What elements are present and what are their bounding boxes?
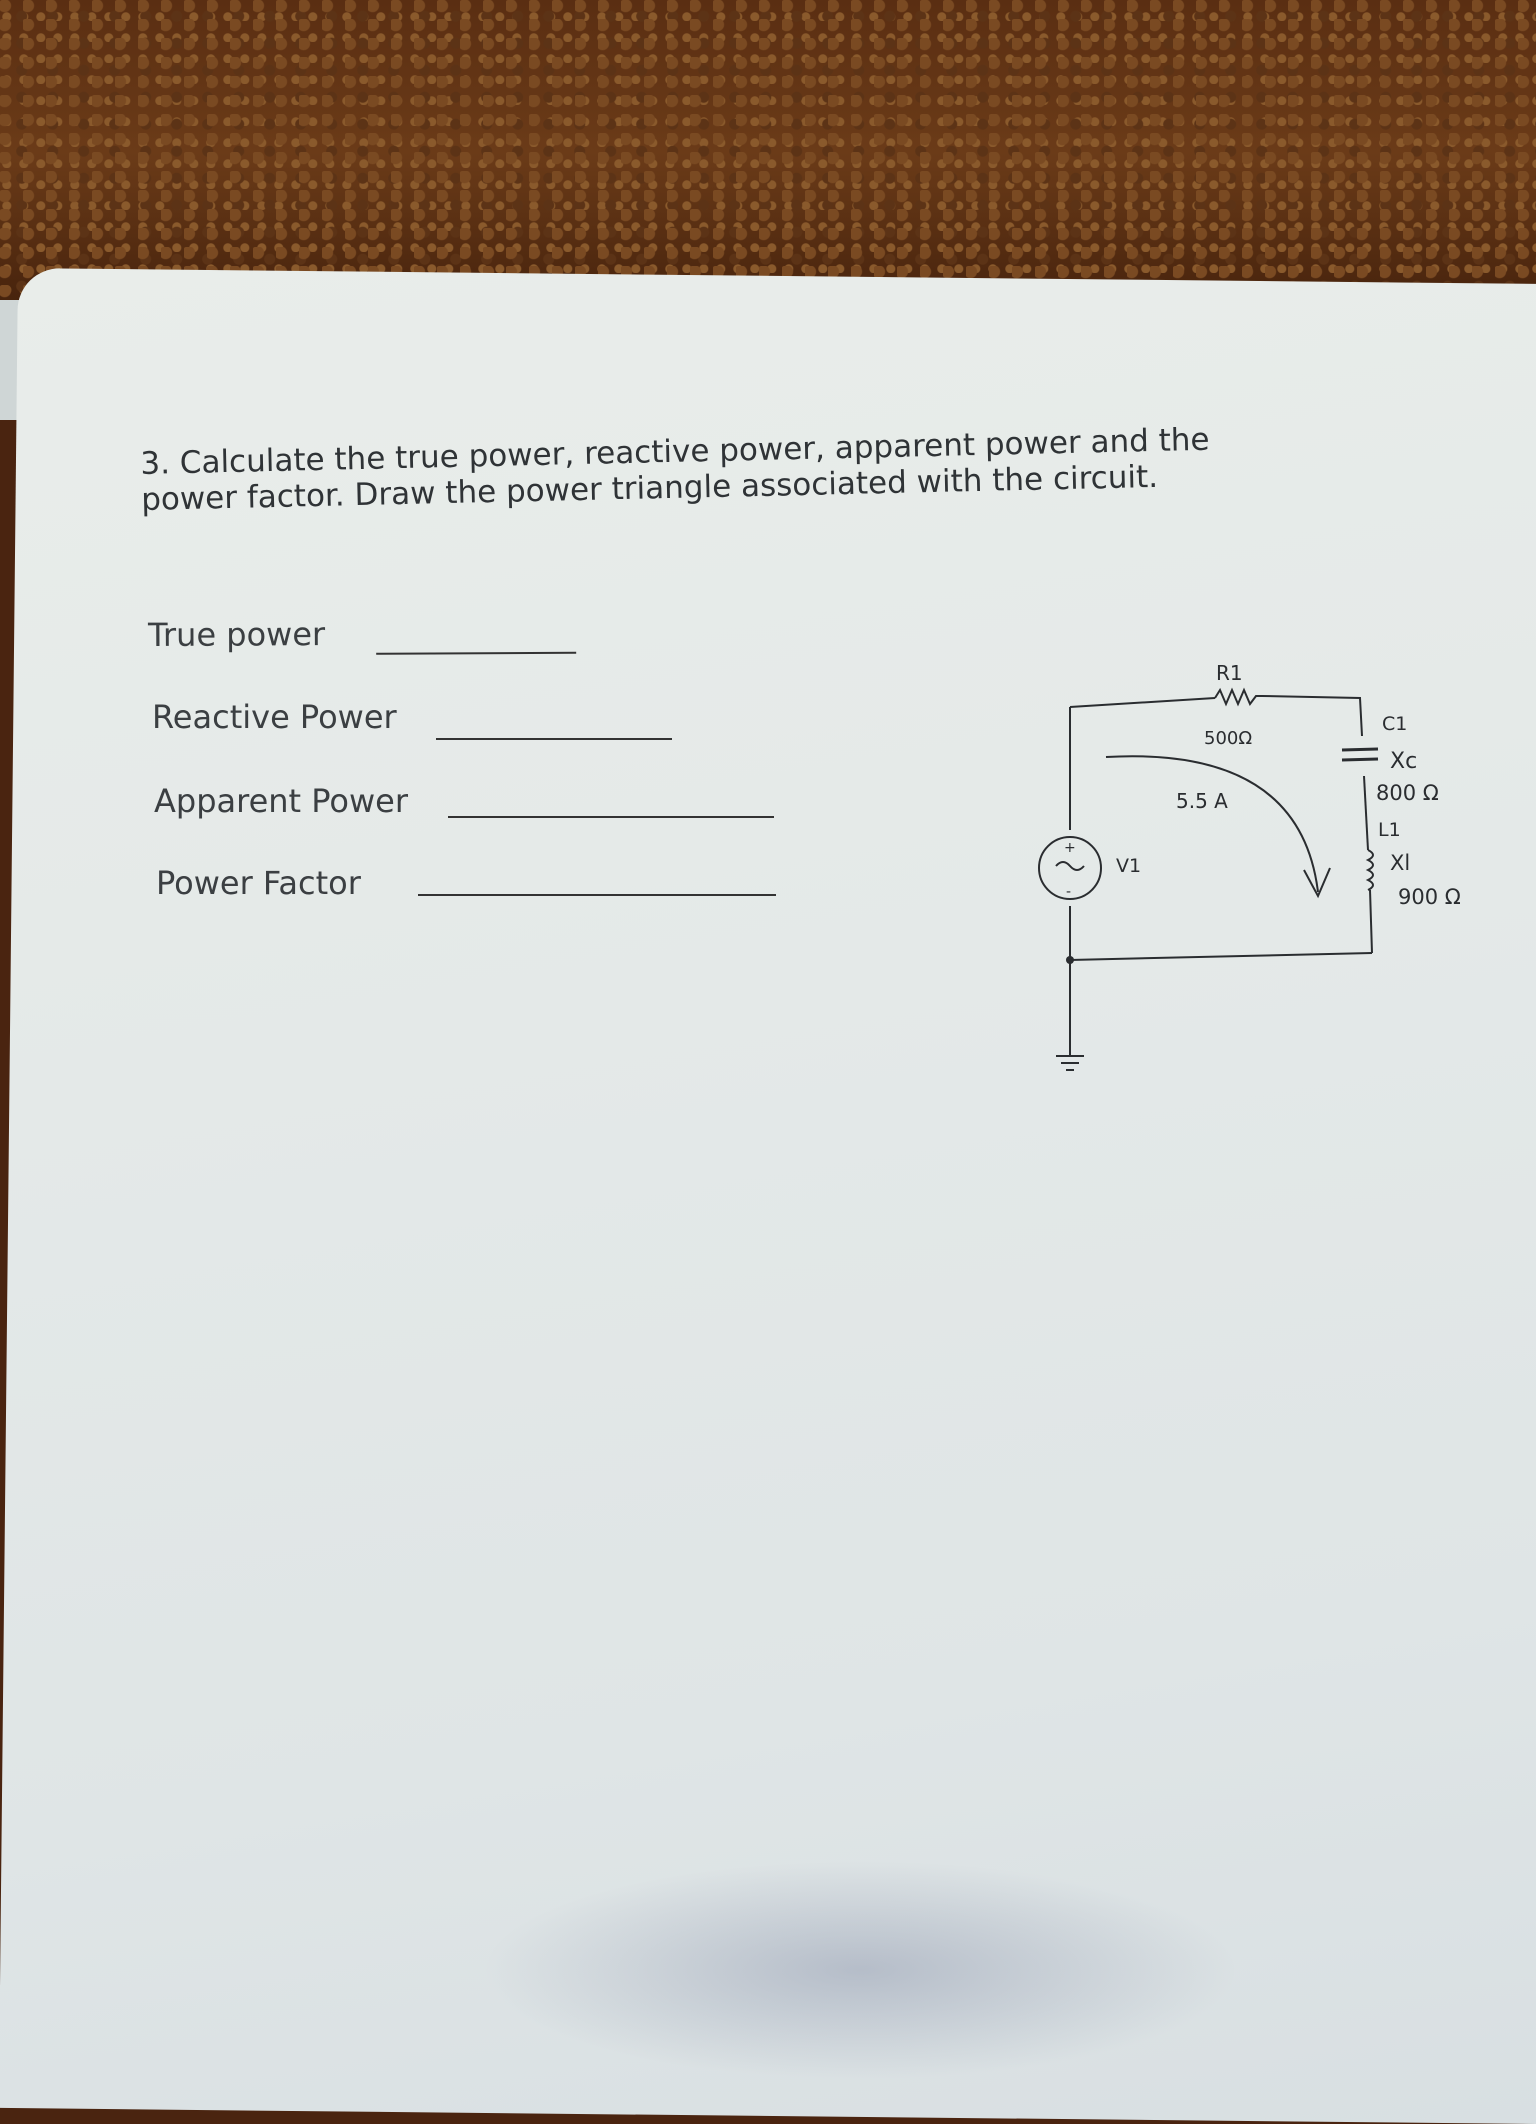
r1-value-label: 500Ω <box>1204 728 1253 749</box>
wire-bottom <box>1070 953 1372 960</box>
c1-symbol-label: Xc <box>1390 749 1418 774</box>
l1-value-label: 900 Ω <box>1398 885 1461 909</box>
hand-shadow <box>480 1860 1240 2080</box>
wire-right-middle <box>1364 776 1368 850</box>
l1-symbol-label: Xl <box>1390 851 1411 875</box>
resistor-r1-icon <box>1215 690 1262 704</box>
source-minus-label: - <box>1066 884 1072 900</box>
junction-dot <box>1066 956 1074 964</box>
c1-value-label: 800 Ω <box>1376 781 1439 805</box>
current-label: 5.5 A <box>1176 789 1228 813</box>
source-name-label: V1 <box>1116 855 1142 877</box>
capacitor-c1-icon <box>1342 749 1378 760</box>
wire-right-lower <box>1370 890 1372 953</box>
wire-top-right <box>1262 696 1362 736</box>
r1-name-label: R1 <box>1216 661 1243 685</box>
inductor-l1-icon <box>1368 850 1373 890</box>
field-label: Apparent Power <box>154 782 409 820</box>
source-plus-label: + <box>1064 840 1076 856</box>
field-label: True power <box>148 615 326 654</box>
question-text: 3. Calculate the true power, reactive power, apparent power and the power factor. Draw the power triangle associated with the circuit. <box>140 421 1210 518</box>
l1-name-label: L1 <box>1378 819 1401 841</box>
field-label: Reactive Power <box>152 698 397 736</box>
ground-icon <box>1056 1056 1084 1070</box>
wire-top-left <box>1070 698 1215 707</box>
c1-name-label: C1 <box>1382 713 1408 735</box>
field-label: Power Factor <box>156 864 361 902</box>
